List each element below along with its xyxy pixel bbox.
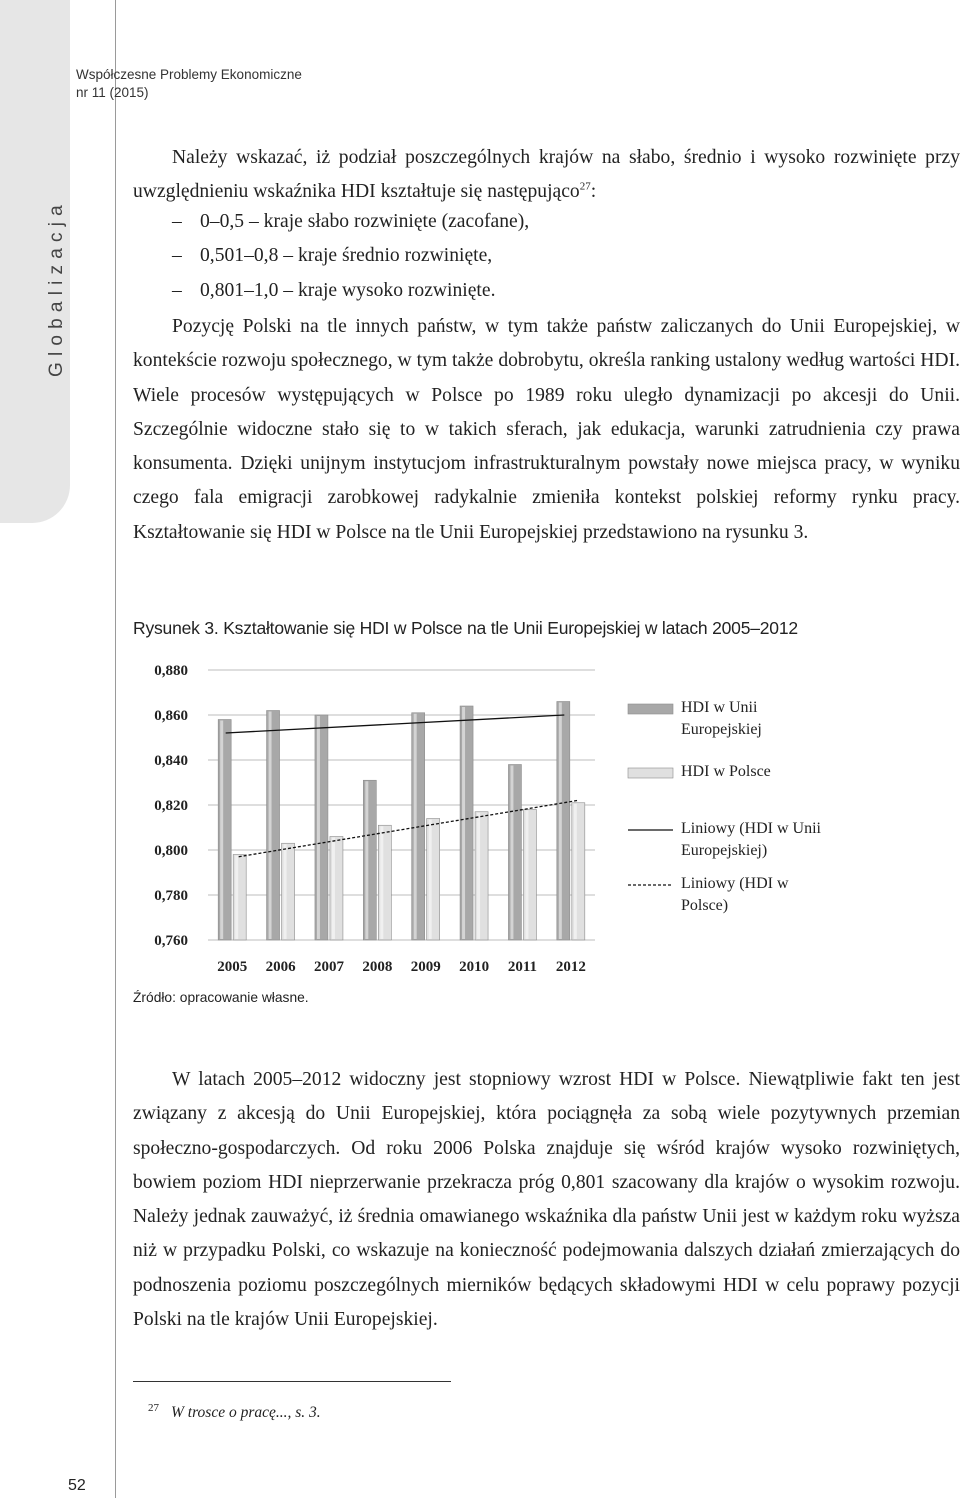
footnote-text: W trosce o pracę..., s. 3. (171, 1404, 321, 1422)
bar-poland (282, 843, 295, 940)
y-tick-label: 0,860 (154, 708, 188, 724)
x-tick-label: 2009 (410, 959, 441, 975)
legend-label: Europejskiej) (681, 842, 768, 859)
list-dash: – (172, 245, 182, 267)
page-number: 52 (68, 1477, 86, 1494)
bar-highlight (380, 826, 383, 939)
legend-label: Liniowy (HDI w (681, 875, 789, 892)
x-tick-label: 2008 (362, 959, 393, 975)
bar-poland (233, 855, 246, 941)
figure-caption: Rysunek 3. Kształtowanie się HDI w Polsce na tle Unii Europejskiej w latach 2005–2012 (133, 618, 798, 638)
hdi-classification-list (172, 205, 529, 308)
bar-highlight (429, 820, 432, 940)
y-tick-label: 0,800 (154, 843, 188, 859)
bar-eu (460, 706, 473, 940)
bar-eu (315, 715, 328, 940)
x-tick-label: 2007 (313, 959, 344, 975)
journal-issue: nr 11 (2015) (76, 85, 149, 100)
chart-grid (208, 670, 595, 940)
intro-paragraph (133, 141, 960, 210)
y-tick-label: 0,820 (154, 798, 188, 814)
bar-highlight (574, 804, 577, 939)
bar-poland (378, 825, 391, 940)
bar-eu (363, 780, 376, 940)
bar-highlight (477, 813, 480, 939)
footnote-number: 27 (148, 1402, 159, 1414)
x-tick-label: 2006 (265, 959, 296, 975)
hdi-chart (133, 650, 853, 980)
list-dash: – (172, 211, 182, 232)
legend-swatch (628, 768, 673, 778)
bar-highlight (269, 712, 272, 940)
x-tick-label: 2012 (555, 959, 586, 975)
figure-source: Źródło: opracowanie własne. (133, 990, 309, 1005)
legend-label: HDI w Polsce (681, 763, 771, 780)
journal-header (76, 66, 302, 102)
y-tick-label: 0,840 (154, 753, 188, 769)
bar-highlight (365, 781, 368, 939)
chart-bars (218, 702, 585, 941)
list-item-text: 0,501–0,8 – kraje średnio rozwinięte, (200, 245, 493, 267)
y-tick-label: 0,760 (154, 933, 188, 949)
bar-highlight (510, 766, 513, 940)
bar-poland (475, 812, 488, 940)
bar-eu (267, 711, 280, 941)
footnote-ref: 27 (579, 180, 591, 193)
x-tick-label: 2010 (459, 959, 490, 975)
legend-label: HDI w Unii (681, 699, 758, 716)
footnote (148, 1402, 321, 1422)
y-tick-label: 0,880 (154, 663, 188, 679)
bar-eu (218, 720, 231, 941)
bar-highlight (284, 844, 287, 939)
x-axis-ticks (217, 959, 586, 975)
bar-poland (427, 819, 440, 941)
footnote-rule (133, 1381, 451, 1382)
list-item-text: 0,801–1,0 – kraje wysoko rozwinięte. (200, 279, 496, 301)
section-label: Globalizacja (46, 199, 67, 377)
bar-highlight (332, 838, 335, 940)
x-tick-label: 2011 (507, 959, 538, 975)
legend-swatch (628, 704, 673, 714)
list-item (172, 239, 529, 273)
chart-legend (628, 699, 822, 914)
journal-title: Współczesne Problemy Ekonomiczne (76, 67, 302, 82)
legend-label: Liniowy (HDI w Unii (681, 820, 821, 837)
bar-eu (508, 765, 521, 941)
list-item (172, 274, 529, 308)
bar-highlight (235, 856, 238, 940)
list-dash: – (172, 279, 182, 301)
bar-highlight (525, 811, 528, 940)
bar-poland (572, 803, 585, 940)
bar-eu (557, 702, 570, 941)
legend-label: Polsce) (681, 897, 729, 914)
body-paragraph-1: Pozycję Polski na tle innych państw, w tym także państw zaliczanych do Unii Europejskiej, w kontekście rozwoju społecznego, w tym także dobrobytu, określa ranking ustalony według wartości HDI. Wiele procesów występujących w Polsce po 1989 roku uległo dynamizacji po akcesji do Unii. Szczególnie widoczne stało się to w takich sferach, jak edukacja, warunki zatrudnienia czy prawa konsumenta. Dzięki unijnym instytucjom infrastrukturalnym powstały nowe miejsca pracy, w wyniku czego fala emigracji zarobkowej radykalnie zmieniła kontekst polskiej reformy rynku pracy. Kształtowanie się HDI w Polsce na tle Unii Europejskiej przedstawiono na rysunku 3. (133, 316, 960, 543)
y-tick-label: 0,780 (154, 888, 188, 904)
y-axis-ticks (154, 663, 188, 949)
body-paragraph-2: W latach 2005–2012 widoczny jest stopniowy wzrost HDI w Polsce. Niewątpliwie fakt ten jest związany z akcesją do Unii Europejskiej, która pociągnęła za sobą wiele pozytywnych przemian społeczno-gospodarczych. Od roku 2006 Polska znajduje się wśród krajów wysoko rozwiniętych, bowiem poziom HDI nieprzerwanie przekracza próg 0,801 szacowany dla krajów o wysokim rozwoju. Należy jednak zauważyć, iż średnia omawianego wskaźnika dla państw Unii jest w każdym roku wyższa niż w przypadku Polski, co wskazuje na konieczność podejmowania dalszych działań zmierzających do podnoszenia poziomu poszczególnych mierników będących składowymi HDI w celu poprawy pozycji Polski na tle krajów Unii Europejskiej. (133, 1069, 960, 1331)
bar-poland (523, 810, 536, 941)
intro-text: Należy wskazać, iż podział poszczególnych krajów na słabo, średnio i wysoko rozwinięte przy uwzględnieniu wskaźnika HDI kształtuje się następująco (133, 147, 960, 203)
bar-highlight (414, 714, 417, 939)
bar-highlight (559, 703, 562, 940)
bar-highlight (220, 721, 223, 940)
bar-highlight (317, 716, 320, 939)
legend-label: Europejskiej (681, 721, 762, 738)
intro-end: : (590, 181, 597, 203)
bar-poland (330, 837, 343, 941)
list-item-text: 0–0,5 – kraje słabo rozwinięte (zacofane), (200, 211, 530, 232)
bar-highlight (462, 707, 465, 939)
margin-rule (115, 0, 116, 1498)
x-tick-label: 2005 (217, 959, 248, 975)
list-item (172, 205, 529, 239)
